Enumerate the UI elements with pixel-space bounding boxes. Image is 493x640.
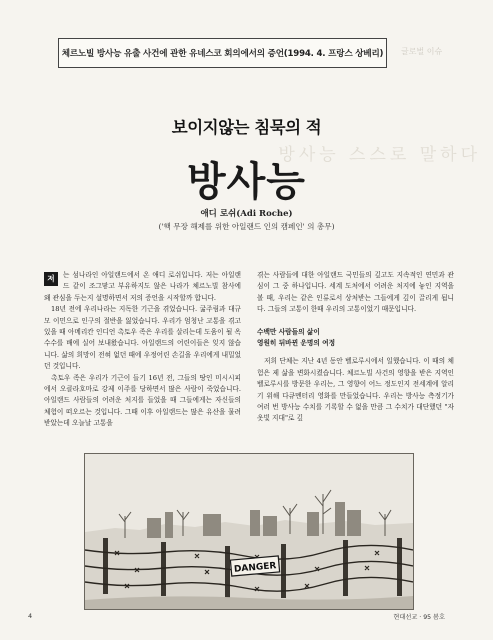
danger-sign-text: DANGER <box>233 561 277 575</box>
section-heading-line: 수백만 사람들의 삶이 <box>257 327 320 336</box>
author-name: 애디 로쉬(Adi Roche) <box>200 209 293 219</box>
article-subtitle: 보이지않는 침묵의 적 <box>171 118 322 137</box>
paragraph: 18년 전에 우리나라는 지독한 기근을 겪었습니다. 굶주림과 대규모 이민으로 인구의 절반을 잃었습니다. 우리가 엄청난 고통을 겪고 있을 때 아메리칸 인디언 촉토우 족은 우리를 살리는데 도움이 될 옥수수를 배에 실어 보내왔습니다. 아일랜드의 어린이들은 잊지 않습니다. 삶의 희망이 전혀 없던 때에 우정어린 손길을 우리에게 내밀었던 것입니다. <box>44 305 241 371</box>
paragraph: 겪는 사람들에 대한 아일랜드 국민들의 깊고도 지속적인 연민과 관심이 그 중 하나입니다. 세계 도처에서 어려운 처지에 놓인 지역을 볼 때, 우리는 같은 인류로서 상처받는 그들에게 깊이 끌리게 됩니다. 그들의 고통이 한때 우리의 고통이었기 때문입니다. <box>257 271 454 314</box>
faint-bleed-text: 글로벌 이슈 <box>401 47 443 56</box>
article-body <box>44 270 454 438</box>
paragraph: 저희 단체는 지난 4년 동안 벨로루시에서 일했습니다. 이 때의 체험은 제 삶을 변화시켰습니다. 체르노빌 사건의 영향을 받은 지역인 벨로루시를 방문한 우리는, 그 영향이 어느 정도인지 전세계에 알리기 위해 다큐멘터리 영화를 만들었습니다. 우리는 방사능 측정기가 여러 번 방사능 수치를 기록할 수 없을 만큼 그 수치가 대단했던 "자옷빛 지대"로 깊 <box>257 357 454 423</box>
faint-background-text: 방사능 스스로 말하다 <box>278 145 481 162</box>
section-heading-line: 영원히 뒤바뀐 운명의 여정 <box>257 339 336 348</box>
page-number: 4 <box>28 612 33 620</box>
publication-footer: 현대선교 · 95 봄호 <box>393 614 445 621</box>
article-title: 방사능 <box>187 159 306 205</box>
column-left <box>44 270 241 438</box>
illustration-drawing <box>85 454 413 609</box>
section-heading <box>257 327 454 350</box>
paragraph: 는 섬나라인 아일랜드에서 온 애디 로쉬입니다. 저는 아일랜드 같이 조그맣고 부유하지도 않은 나라가 체르노빌 참사에 왜 관심을 두는지 설명하면서 저의 증언을 시작할까 합니다. <box>44 271 241 302</box>
paragraph: 촉토우 족은 우리가 기근이 들기 16년 전, 그들의 땅인 미시시피에서 오클라호마로 강제 이주를 당하면서 많은 사람이 죽었습니다. 아일랜드 사람들의 어려운 처지를 들었을 때 그들에게는 자신들의 체험이 떠오르는 것입니다. 그때 이후 아일랜드는 많은 유산을 물려받았는데 오늘날 고통을 <box>44 373 241 428</box>
column-right <box>257 270 454 438</box>
author-affiliation: ('핵 무장 해제를 위한 아일랜드 인의 캠페인' 의 총무) <box>158 222 335 231</box>
danger-sign <box>230 556 279 576</box>
drop-cap: 저 <box>44 272 58 286</box>
headline-box <box>58 38 387 68</box>
headline-text: 체르노빌 방사능 유출 사건에 관한 유네스코 회의에서의 증언(1994. 4. 프랑스 상베리) <box>61 49 384 59</box>
barbed-wire-illustration <box>84 453 414 610</box>
